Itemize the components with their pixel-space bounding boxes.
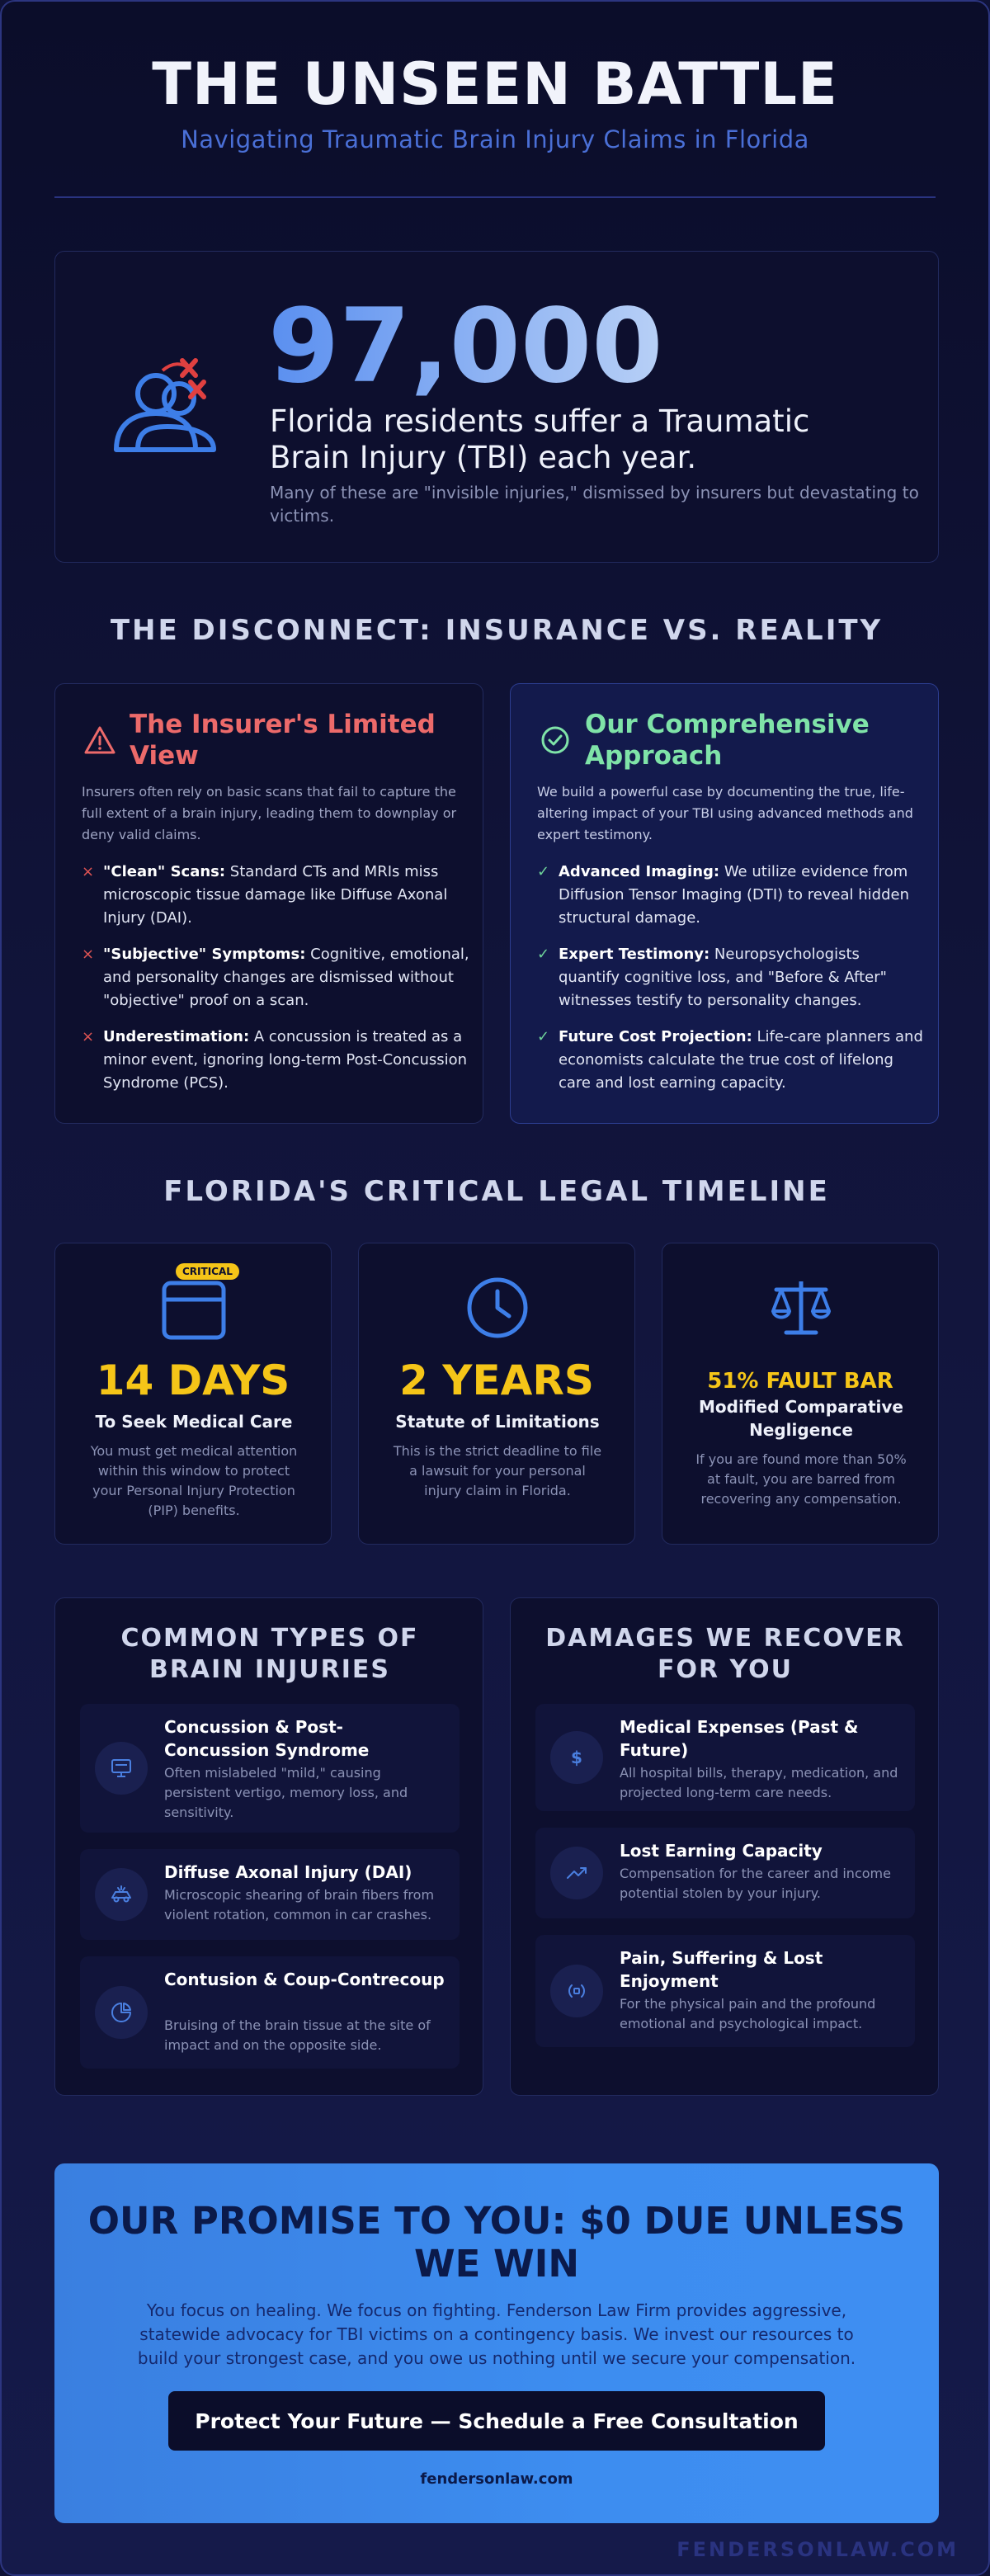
promise-banner (54, 2163, 939, 2523)
timeline-card-fault (662, 1243, 939, 1545)
injury-title: Diffuse Axonal Injury (DAI) (164, 1862, 412, 1882)
check-icon: ✓ (537, 863, 550, 880)
point-label: Future Cost Projection: (559, 1028, 752, 1045)
clock-icon (464, 1275, 530, 1341)
dollar-glyph: $ (571, 1748, 582, 1767)
scales-icon (768, 1275, 834, 1341)
point-label: "Clean" Scans: (103, 863, 226, 880)
x-icon: × (82, 863, 95, 880)
stat-lead: Florida residents suffer a Traumatic Brain Injury (TBI) each year. (270, 403, 810, 475)
warning-icon (83, 724, 116, 757)
point-text: Standard CTs and MRIs miss microscopic tissue damage like Diffuse Axonal Injury (DAI). (103, 863, 448, 927)
injury-types-card (54, 1597, 483, 2096)
damage-description: Compensation for the career and income potential stolen by your injury. (620, 1866, 891, 1901)
our-approach-title: Our Comprehensive Approach (585, 710, 870, 771)
disconnect-heading: THE DISCONNECT: INSURANCE VS. REALITY (110, 614, 884, 647)
timeline-heading: FLORIDA'S CRITICAL LEGAL TIMELINE (163, 1175, 830, 1208)
our-approach-card (510, 683, 939, 1124)
dollar-icon (550, 1731, 603, 1784)
point-text: Cognitive, emotional, and personality changes are dismissed without "objective" proof on a scan. (103, 946, 469, 1009)
list-item (80, 1956, 460, 2069)
injury-title: Contusion & Coup-Contrecoup (164, 1970, 445, 1989)
point-text: We utilize evidence from Diffusion Tensor Imaging (DTI) to reveal hidden structural damage. (559, 863, 910, 927)
timeline-value: 51% FAULT BAR (707, 1369, 893, 1394)
insurer-points-list (82, 861, 469, 1108)
point-text: A concussion is treated as a minor event, ignoring long-term Post-Concussion Syndrome (PCS). (103, 1028, 468, 1092)
pie-chart-icon (95, 1986, 148, 2039)
list-item (80, 1849, 460, 1940)
damages-heading: DAMAGES WE RECOVER FOR YOU (545, 1624, 905, 1684)
damage-title: Medical Expenses (Past & Future) (620, 1717, 859, 1760)
damage-description: All hospital bills, therapy, medication, and projected long-term care needs. (620, 1765, 898, 1800)
calendar-icon (161, 1275, 227, 1341)
point-text: Life-care planners and economists calculate the true cost of lifelong care and lost earning capacity. (559, 1028, 923, 1092)
point-label: Underestimation: (103, 1028, 250, 1045)
list-item (535, 1935, 915, 2047)
point-label: Expert Testimony: (559, 946, 710, 963)
injury-types-heading: COMMON TYPES OF BRAIN INJURIES (120, 1624, 419, 1684)
timeline-label: Modified Comparative Negligence (699, 1397, 903, 1440)
stat-value: 97,000 (268, 285, 663, 408)
timeline-value: 2 YEARS (399, 1356, 594, 1404)
check-icon: ✓ (537, 946, 550, 963)
website-link[interactable]: fendersonlaw.com (420, 2470, 573, 2488)
timeline-value: 14 DAYS (96, 1356, 290, 1404)
timeline-description: You must get medical attention within this window to protect your Personal Injury Protection (PIP) benefits. (90, 1443, 298, 1518)
damages-card (510, 1597, 939, 2096)
footer-brand: FENDERSONLAW.COM (676, 2538, 959, 2561)
list-item (535, 1704, 915, 1811)
timeline-label: To Seek Medical Care (95, 1412, 293, 1432)
list-item (537, 861, 925, 930)
check-icon: ✓ (537, 1028, 550, 1045)
promise-title: OUR PROMISE TO YOU: $0 DUE UNLESS WE WIN (87, 2199, 906, 2286)
stat-card (54, 251, 939, 563)
schedule-consultation-button[interactable]: Protect Your Future — Schedule a Free Consultation (168, 2391, 825, 2451)
our-approach-intro: We build a powerful case by documenting the true, life-altering impact of your TBI using advanced methods and expert testimony. (537, 784, 913, 842)
insurer-view-title: The Insurer's Limited View (130, 710, 436, 771)
insurer-view-card (54, 683, 483, 1124)
timeline-card-statute (358, 1243, 635, 1545)
promise-body: You focus on healing. We focus on fighting. Fenderson Law Firm provides aggressive, statewide advocacy for TBI victims on a contingency basis. We invest our resources to build your strongest case, and you owe us nothing until we secure your compensation. (137, 2300, 856, 2368)
car-crash-icon (95, 1868, 148, 1921)
insurer-view-intro: Insurers often rely on basic scans that fail to capture the full extent of a brain injury, leading them to downplay or deny valid claims. (82, 784, 457, 842)
injury-title: Concussion & Post-Concussion Syndrome (164, 1717, 370, 1760)
divider (54, 196, 936, 198)
list-item (82, 861, 469, 930)
stat-subtext: Many of these are "invisible injuries," dismissed by insurers but devastating to victims. (270, 483, 919, 526)
trending-up-icon (550, 1847, 603, 1899)
damage-title: Lost Earning Capacity (620, 1841, 823, 1861)
point-label: Advanced Imaging: (559, 863, 720, 880)
check-circle-icon (539, 724, 572, 757)
page-subtitle: Navigating Traumatic Brain Injury Claims in Florida (181, 125, 809, 153)
point-text: Neuropsychologists quantify cognitive loss, and "Before & After" witnesses testify to personality changes. (559, 946, 887, 1009)
x-icon: × (82, 946, 95, 963)
monitor-icon (95, 1742, 148, 1795)
injured-person-icon (106, 351, 222, 458)
timeline-card-medical (54, 1243, 332, 1545)
timeline-label: Statute of Limitations (395, 1412, 600, 1432)
timeline-description: If you are found more than 50% at fault, you are barred from recovering any compensation. (695, 1451, 907, 1507)
timeline-description: This is the strict deadline to file a lawsuit for your personal injury claim in Florida. (393, 1443, 602, 1498)
list-item (537, 1026, 925, 1095)
damage-description: For the physical pain and the profound emotional and psychological impact. (620, 1996, 876, 2031)
page-title: THE UNSEEN BATTLE (152, 50, 838, 118)
damage-title: Pain, Suffering & Lost Enjoyment (620, 1948, 823, 1991)
list-item (80, 1704, 460, 1833)
point-label: "Subjective" Symptoms: (103, 946, 306, 963)
list-item (537, 943, 925, 1012)
injury-description: Often mislabeled "mild," causing persistent vertigo, memory loss, and sensitivity. (164, 1765, 408, 1820)
injury-description: Microscopic shearing of brain fibers from violent rotation, common in car crashes. (164, 1887, 435, 1923)
injury-description: Bruising of the brain tissue at the site of impact and on the opposite side. (164, 2017, 431, 2053)
list-item (82, 1026, 469, 1095)
list-item (535, 1828, 915, 1918)
x-icon: × (82, 1028, 95, 1045)
critical-badge: CRITICAL (176, 1263, 239, 1280)
list-item (82, 943, 469, 1012)
our-points-list (537, 861, 925, 1108)
header (2, 2, 988, 153)
signal-icon (550, 1965, 603, 2017)
